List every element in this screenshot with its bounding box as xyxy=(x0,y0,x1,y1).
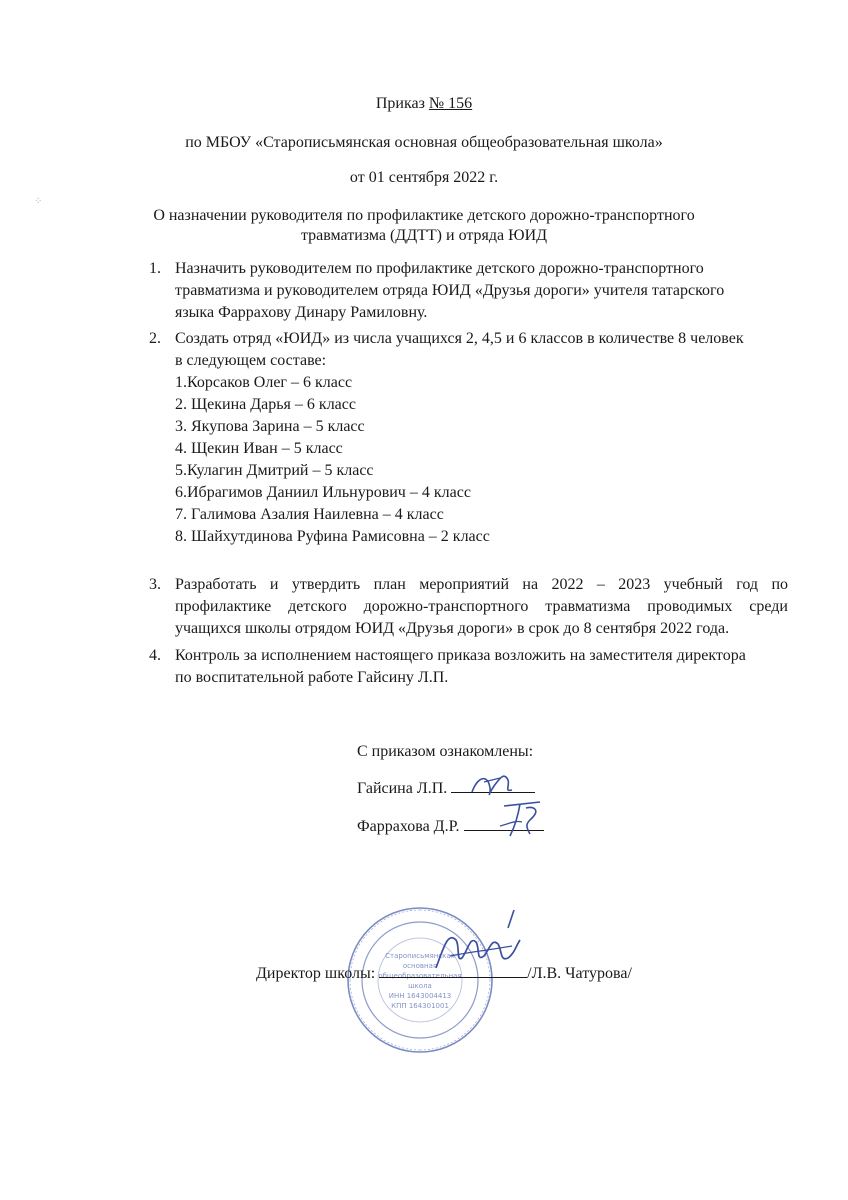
stamp-text: школа xyxy=(408,982,432,990)
person-name: Гайсина Л.П. xyxy=(357,780,448,797)
item-line: профилактике детского дорожно-транспортного травматизма проводимых среди xyxy=(175,598,788,615)
member-list-item: 2. Щекина Дарья – 6 класс xyxy=(175,396,356,413)
stamp-text: Старописьмянская xyxy=(385,952,455,960)
item-line: по воспитательной работе Гайсину Л.П. xyxy=(175,669,449,686)
person-name: Фаррахова Д.Р. xyxy=(357,818,460,835)
item-number: 3. xyxy=(149,576,161,593)
member-list-item: 7. Галимова Азалия Наилевна – 4 класс xyxy=(175,506,444,523)
signature-director xyxy=(430,906,530,984)
item-number: 1. xyxy=(149,260,161,277)
item-line: учащихся школы отрядом ЮИД «Друзья дороги» в срок до 8 сентября 2022 года. xyxy=(175,620,730,637)
item-number: 4. xyxy=(149,647,161,664)
item-line: языка Фаррахову Динару Рамиловну. xyxy=(175,304,428,321)
item-number: 2. xyxy=(149,330,161,347)
item-line: в следующем составе: xyxy=(175,352,327,369)
member-list-item: 5.Кулагин Дмитрий – 5 класс xyxy=(175,462,374,479)
signature-farrakhova xyxy=(494,796,554,842)
director-label: Директор школы: xyxy=(256,965,376,982)
member-list-item: 6.Ибрагимов Даниил Ильнурович – 4 класс xyxy=(175,484,471,501)
director-name: /Л.В. Чатурова/ xyxy=(527,965,632,982)
item-line: Разработать и утвердить план мероприятий на 2022 – 2023 учебный год по xyxy=(175,576,788,593)
member-list-item: 4. Щекин Иван – 5 класс xyxy=(175,440,343,457)
stamp-text: ИНН 1643004413 xyxy=(388,992,452,1000)
order-number: № 156 xyxy=(428,95,473,112)
stamp-text: общеобразовательная xyxy=(378,972,462,980)
item-line: Назначить руководителем по профилактике детского дорожно-транспортного xyxy=(175,260,704,277)
subject-line-2: травматизма (ДДТТ) и отряда ЮИД xyxy=(300,227,548,244)
item-line: Контроль за исполнением настоящего приказа возложить на заместителя директора xyxy=(175,647,746,664)
order-title: Приказ № 156 xyxy=(375,95,473,112)
member-list-item: 1.Корсаков Олег – 6 класс xyxy=(175,374,353,391)
scan-speck: ⁘ xyxy=(34,196,43,207)
member-list-item: 8. Шайхутдинова Руфина Рамисовна – 2 класс xyxy=(175,528,490,545)
stamp-text: КПП 164301001 xyxy=(391,1002,449,1010)
item-line: травматизма и руководителем отряда ЮИД «Друзья дороги» учителя татарского xyxy=(175,282,725,299)
subject-line-1: О назначении руководителя по профилактике детского дорожно-транспортного xyxy=(153,207,695,224)
stamp-text: основная xyxy=(402,962,438,970)
organization-line: по МБОУ «Старописьмянская основная общеобразовательная школа» xyxy=(185,134,663,151)
acknowledgement-title: С приказом ознакомлены: xyxy=(357,743,534,760)
date-line: от 01 сентября 2022 г. xyxy=(349,169,499,186)
item-line: Создать отряд «ЮИД» из числа учащихся 2, 4,5 и 6 классов в количестве 8 человек xyxy=(175,330,744,347)
member-list-item: 3. Якупова Зарина – 5 класс xyxy=(175,418,365,435)
